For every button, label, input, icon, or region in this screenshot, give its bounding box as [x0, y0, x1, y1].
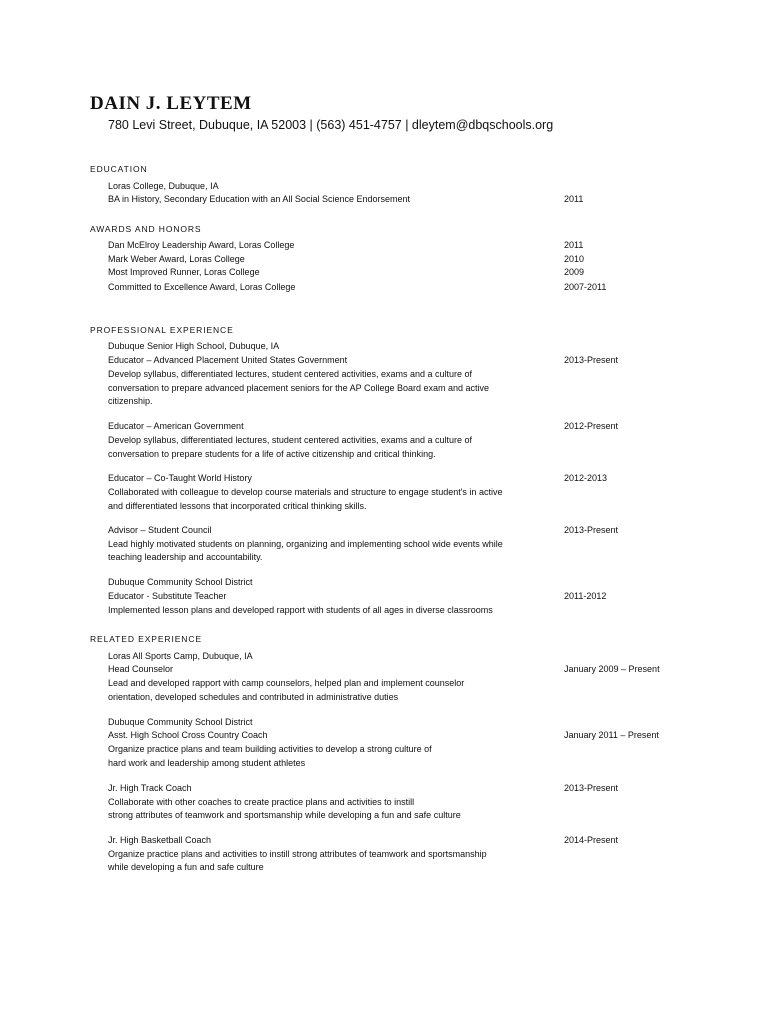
role-description: conversation to prepare students for a life of active citizenship and critical thinking. — [108, 449, 436, 459]
role-date: 2013-Present — [564, 525, 619, 535]
award-item: Committed to Excellence Award, Loras College — [108, 282, 296, 292]
role-date: 2014-Present — [564, 835, 619, 845]
education-degree: BA in History, Secondary Education with an All Social Science Endorsement — [108, 194, 410, 204]
awards-heading: AWARDS AND HONORS — [90, 224, 202, 234]
award-date: 2007-2011 — [564, 282, 607, 292]
role-description: strong attributes of teamwork and sportsmanship while developing a fun and safe culture — [108, 810, 461, 820]
role-description: Implemented lesson plans and developed rapport with students of all ages in diverse classrooms — [108, 605, 493, 615]
award-date: 2011 — [564, 240, 584, 250]
role-title: Jr. High Track Coach — [108, 783, 192, 793]
role-description: conversation to prepare advanced placement seniors for the AP College Board exam and active — [108, 383, 490, 393]
employer-name: Dubuque Senior High School, Dubuque, IA — [108, 341, 280, 351]
role-description: Develop syllabus, differentiated lectures, student centered activities, exams and a culture of — [108, 369, 473, 379]
resume-name: DAIN J. LEYTEM — [90, 93, 252, 114]
role-title: Advisor – Student Council — [108, 525, 212, 535]
role-date: January 2011 – Present — [564, 730, 659, 740]
award-item: Mark Weber Award, Loras College — [108, 254, 245, 264]
role-date: 2013-Present — [564, 355, 619, 365]
role-description: Organize practice plans and team building activities to develop a strong culture of — [108, 744, 432, 754]
role-date: January 2009 – Present — [564, 664, 660, 674]
employer-name: Dubuque Community School District — [108, 717, 253, 727]
education-year: 2011 — [564, 194, 584, 204]
role-description: citizenship. — [108, 396, 153, 406]
role-description: orientation, developed schedules and contributed in administrative duties — [108, 692, 399, 702]
role-title: Educator - Substitute Teacher — [108, 591, 227, 601]
role-description: hard work and leadership among student athletes — [108, 758, 306, 768]
role-description: Organize practice plans and activities to instill strong attributes of teamwork and sportsmanship — [108, 849, 487, 859]
professional-heading: PROFESSIONAL EXPERIENCE — [90, 325, 234, 335]
award-item: Most Improved Runner, Loras College — [108, 267, 260, 277]
role-title: Educator – Co-Taught World History — [108, 473, 252, 483]
role-description: and differentiated lessons that incorporated critical thinking skills. — [108, 501, 367, 511]
role-title: Educator – Advanced Placement United States Government — [108, 355, 348, 365]
role-title: Asst. High School Cross Country Coach — [108, 730, 268, 740]
employer-name: Loras All Sports Camp, Dubuque, IA — [108, 651, 253, 661]
award-date: 2010 — [564, 254, 585, 264]
role-date: 2011-2012 — [564, 591, 607, 601]
role-description: Collaborated with colleague to develop course materials and structure to engage student's in active — [108, 487, 503, 497]
role-description: teaching leadership and accountability. — [108, 552, 263, 562]
role-title: Educator – American Government — [108, 421, 244, 431]
role-date: 2012-Present — [564, 421, 619, 431]
award-item: Dan McElroy Leadership Award, Loras College — [108, 240, 295, 250]
role-description: Lead highly motivated students on planning, organizing and implementing school wide events while — [108, 539, 503, 549]
role-title: Jr. High Basketball Coach — [108, 835, 212, 845]
role-date: 2013-Present — [564, 783, 619, 793]
role-description: Develop syllabus, differentiated lectures, student centered activities, exams and a culture of — [108, 435, 473, 445]
role-date: 2012-2013 — [564, 473, 608, 483]
role-description: Collaborate with other coaches to create practice plans and activities to instill — [108, 797, 415, 807]
employer-name: Dubuque Community School District — [108, 577, 253, 587]
role-description: Lead and developed rapport with camp counselors, helped plan and implement counselor — [108, 678, 465, 688]
role-title: Head Counselor — [108, 664, 174, 674]
education-heading: EDUCATION — [90, 164, 148, 174]
related-heading: RELATED EXPERIENCE — [90, 634, 202, 644]
role-description: while developing a fun and safe culture — [108, 862, 264, 872]
contact-line: 780 Levi Street, Dubuque, IA 52003 | (563) 451-4757 | dleytem@dbqschools.org — [108, 118, 554, 132]
education-school: Loras College, Dubuque, IA — [108, 181, 219, 191]
award-date: 2009 — [564, 267, 585, 277]
